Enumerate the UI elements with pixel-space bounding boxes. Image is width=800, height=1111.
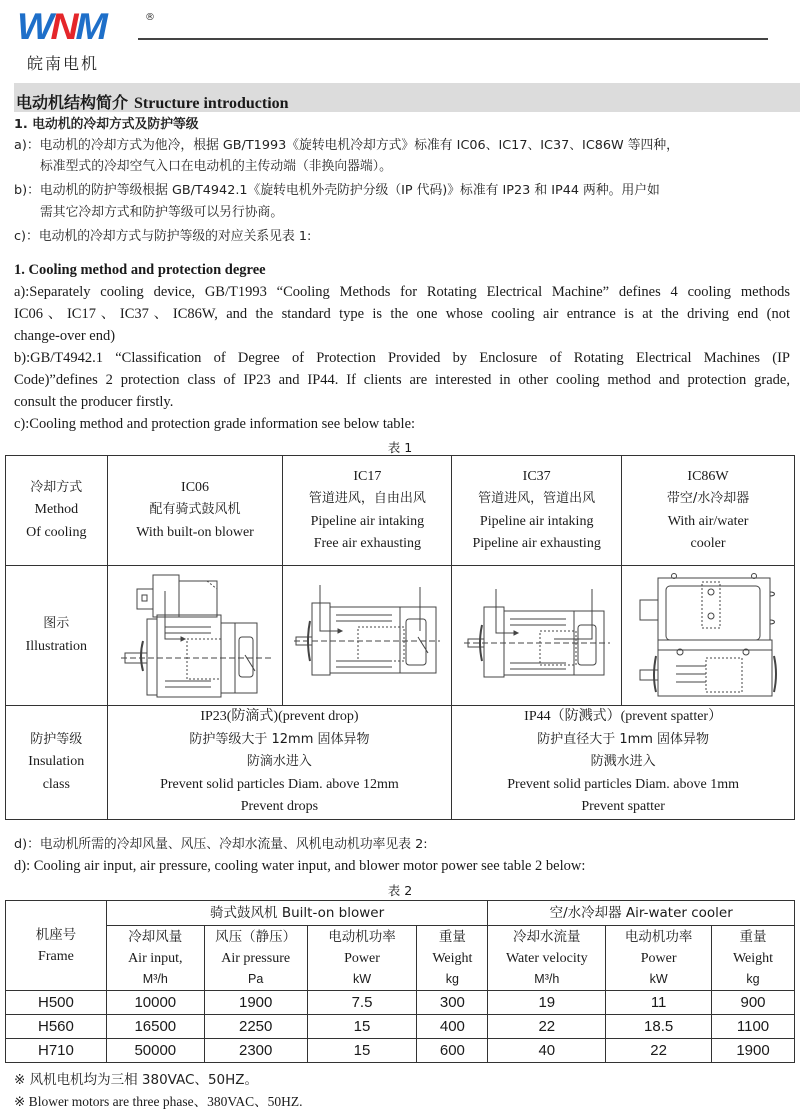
table1-cell-ic86w: IC86W 带空/水冷却器 With air/water cooler bbox=[622, 456, 795, 566]
registered-mark: ® bbox=[145, 12, 155, 23]
motor-ic86w-drawing bbox=[628, 570, 788, 702]
cooling-protection-table bbox=[5, 455, 795, 820]
table2-col-blower-power: 电动机功率 Power kW bbox=[307, 926, 417, 991]
table2-col-blower-weight: 重量 Weight kg bbox=[417, 926, 488, 991]
section-title-en: Structure introduction bbox=[134, 95, 289, 112]
table-row: H710 50000 2300 15 600 40 22 1900 bbox=[6, 1039, 795, 1063]
table2-col-cooler-power: 电动机功率 Power kW bbox=[606, 926, 712, 991]
table1-cell-ic37: IC37 管道进风，管道出风 Pipeline air intaking Pipeline air exhausting bbox=[452, 456, 622, 566]
logo-wordmark: WNM bbox=[17, 6, 105, 47]
header-divider bbox=[138, 38, 768, 40]
table2-col-water-velocity: 冷却水流量 Water velocity M³/h bbox=[488, 926, 606, 991]
table1-row-label: 防护等级 Insulation class bbox=[6, 706, 108, 820]
note-en: ※ Blower motors are three phase、380VAC、50HZ. bbox=[14, 1094, 303, 1109]
cn-para-d: d)：电动机所需的冷却风量、风压、冷却水流量、风机电动机功率见表 2: bbox=[14, 837, 428, 852]
table2-column-header-row bbox=[6, 926, 795, 991]
cn-para-a-line1: a)：电动机的冷却方式为他冷，根据 GB/T1993《旋转电机冷却方式》标准有 IC06、IC17、IC37、IC86W 等四种， bbox=[14, 138, 679, 153]
table2-group-cooler: 空/水冷却器 Air-water cooler bbox=[488, 901, 795, 926]
section-title-cn: 电动机结构简介 bbox=[16, 93, 129, 112]
illustration-ic37 bbox=[452, 566, 622, 706]
en-para-a-line3: change-over end) bbox=[14, 328, 116, 344]
illustration-ic86w bbox=[622, 566, 795, 706]
en-para-a-line1: a):Separately cooling device, GB/T1993 “Cooling Methods for Rotating Electrical Machine” defines 4 cooling methods bbox=[14, 284, 790, 300]
table1-row-label: 图示 Illustration bbox=[6, 566, 108, 706]
motor-ic06-drawing bbox=[115, 571, 275, 701]
table1-cell-ip23: IP23(防滴式)(prevent drop) 防护等级大于 12mm 固体异物 防滴水进入 Prevent solid particles Diam. above 12mm Prevent drops bbox=[107, 706, 452, 820]
table1-cell-ic06: IC06 配有骑式鼓风机 With built-on blower bbox=[107, 456, 283, 566]
table2-col-air-pressure: 风压（静压） Air pressure Pa bbox=[204, 926, 307, 991]
table1-row-method bbox=[6, 456, 795, 566]
table1-row-illustration bbox=[6, 566, 795, 706]
cn-para-a-line2: 标准型式的冷却空气入口在电动机的主传动端（非换向器端）。 bbox=[40, 159, 392, 174]
en-para-b-line1: b):GB/T4942.1 “Classification of Degree of Protection Provided by Enclosure of Rotating Electrical Machines (IP bbox=[14, 350, 790, 366]
table2-col-air-input: 冷却风量 Air input, M³/h bbox=[106, 926, 204, 991]
cooling-parameters-table bbox=[5, 900, 795, 1063]
note-cn: ※ 风机电机均为三相 380VAC、50HZ。 bbox=[14, 1072, 259, 1088]
section-title bbox=[16, 90, 289, 113]
en-para-b-line2: Code)”defines 2 protection class of IP23 and IP44. If clients are interested in other cooling method and protection grade, bbox=[14, 372, 790, 388]
cn-para-c: c)：电动机的冷却方式与防护等级的对应关系见表 1: bbox=[14, 229, 312, 244]
logo-chinese-name: 皖南电机 bbox=[27, 54, 100, 73]
motor-ic17-drawing bbox=[292, 581, 442, 691]
table1-cell-ic17: IC17 管道进风，自由出风 Pipeline air intaking Free air exhausting bbox=[283, 456, 452, 566]
illustration-ic06 bbox=[107, 566, 283, 706]
table2-caption: 表 2 bbox=[387, 883, 413, 898]
table-row: H560 16500 2250 15 400 22 18.5 1100 bbox=[6, 1015, 795, 1039]
table1-row-label: 冷却方式 Method Of cooling bbox=[6, 456, 108, 566]
en-para-b-line3: consult the producer firstly. bbox=[14, 394, 174, 410]
table-row: H500 10000 1900 7.5 300 19 11 900 bbox=[6, 991, 795, 1015]
table1-row-protection bbox=[6, 706, 795, 820]
table2-group-header-row bbox=[6, 901, 795, 926]
table1-cell-ip44: IP44（防溅式）(prevent spatter） 防护直径大于 1mm 固体异物 防溅水进入 Prevent solid particles Diam. above 1mm Prevent spatter bbox=[452, 706, 795, 820]
cn-para-b-line1: b)：电动机的防护等级根据 GB/T4942.1《旋转电机外壳防护分级（IP 代码)》标准有 IP23 和 IP44 两种。用户如 bbox=[14, 183, 660, 198]
table2-frame-header: 机座号 Frame bbox=[6, 901, 107, 991]
table1-caption: 表 1 bbox=[387, 440, 413, 455]
table2-group-blower: 骑式鼓风机 Built-on blower bbox=[106, 901, 488, 926]
motor-ic37-drawing bbox=[462, 581, 612, 691]
table2-col-cooler-weight: 重量 Weight kg bbox=[712, 926, 795, 991]
cn-heading: 1. 电动机的冷却方式及防护等级 bbox=[14, 117, 199, 132]
cn-para-b-line2: 需其它冷却方式和防护等级可以另行协商。 bbox=[40, 205, 284, 220]
en-para-c: c):Cooling method and protection grade information see below table: bbox=[14, 416, 416, 432]
illustration-ic17 bbox=[283, 566, 452, 706]
en-para-a-line2: IC06、IC17、IC37、IC86W, and the standard type is the one whose cooling air entrance is at the driving end (not bbox=[14, 306, 790, 322]
company-logo bbox=[17, 6, 155, 73]
en-para-d: d): Cooling air input, air pressure, cooling water input, and blower motor power see table 2 below: bbox=[14, 858, 586, 874]
en-heading: 1. Cooling method and protection degree bbox=[14, 262, 266, 278]
